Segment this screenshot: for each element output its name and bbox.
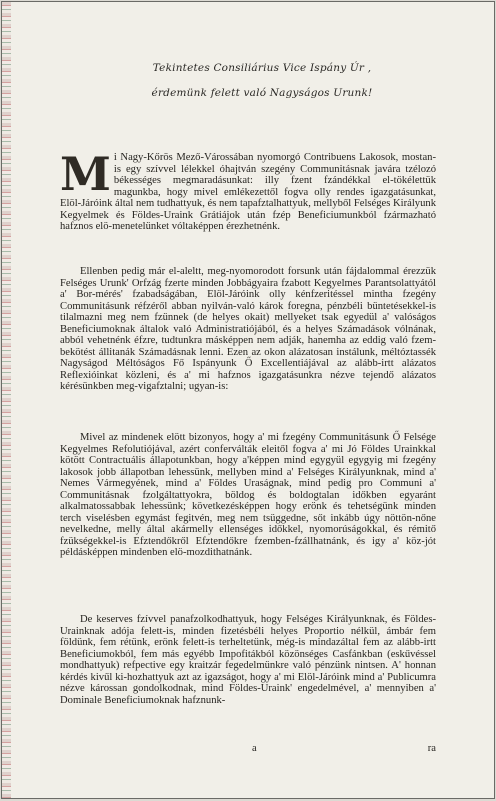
paragraph-1 xyxy=(60,147,436,233)
paper-edge-stain xyxy=(2,2,11,798)
paragraph-4 xyxy=(60,614,436,706)
salutation-line-1: Tekintetes Consiliárius Vice Ispány Úr , xyxy=(152,62,372,74)
drop-cap: M xyxy=(60,147,111,201)
salutation-line-2: érdemünk felett való Nagyságos Urunk! xyxy=(151,87,373,99)
signature-mark: a xyxy=(252,743,257,754)
catchword: ra xyxy=(427,743,436,754)
document-page xyxy=(1,1,495,799)
paragraph-4-text: De keserves fzívvel panafzolkodhattyuk, hogy Felséges Királyunknak, és Földes-Urainknak adója felett-is, minden fizetésbéli helyes Proportio nélkül, ámbár fem földünk, fem rétünk, erönk felett-is terheltetünk, még-is mindazáltal fem az alább-irtt Beneficiumokból, fem más egyébb Impofitákból közönséges Casfánkban (eskűvéssel mondhattyuk) refpective egy kraitzár fegedelmünkre való pénzünk nintsen. A' honnan kérdés kivűl ki-hozhattyuk azt az igazságot, hogy a' mi Elöl-Járóink mind a' Publicumra nézve károssan gondolkodnak, mind Földes-Uraink' engedelmével, a' mennyiben a' Dominale Beneficiumoknak hafznunk- xyxy=(60,614,436,706)
paragraph-2 xyxy=(60,266,436,393)
paragraph-3 xyxy=(60,432,436,559)
paragraph-3-text: Mivel az mindenek elött bizonyos, hogy a' mi fzegény Communitásunk Ő Felsége Kegyelmes Refolutiójával, azért conferválták eleitől fogva a' mi Jó Földes Urainkkal kötött Contractuális állapotunkban, hogy a'képpen mind egygyül egygyig mi fzegény lakosok jobb állapotban lehessünk, mellyben mind a' Felséges Királyunknak, mind a' Nemes Vármegyének, mind a' Földes Uraságnak, mind pedig pro Communi a' Communitásnak fzolgáltattyokra, böldog és boldogtalan időkben egyaránt alkalmatossabbak lehessünk; következésképpen hogy erönk és tehetségünk minden terch viselésben egymást fegitvén, meg nem tsüggedne, sőt inkább úgy nöttön-nőne nevelkedne, melly által akármelly ellenséges időkkel, nyomorúságokkal, és rémitő fzükségekkel-is Efztendőkről Efztendőkre fzemben-fzállhatnánk, és igy a' köz-jót példásképpen mindenben elö-mozdithatnánk. xyxy=(60,432,436,558)
paragraph-2-text: Ellenben pedig már el-aleltt, meg-nyomorodott forsunk után fájdalommal érezzük Felséges Urunk' Orfzág fzerte minden Jobbágyaira fzabott Kegyelmes Parantsolattyától a' Bor-mérés' fzabadságában, Elöl-Járóink olly kénfzeritéssel mintha fzegény Communitásunk réfzéről abban nyilván-való károk foregna, pénzbéli büntetésekkel-is tilalmazni meg nem fzünnek (de helyes okait) mellyeket tsak egyedül a' valóságos Beneficiumoknak általok való Administratiójából, és a helyes Számadások vólnának, abból vehetnénk éfzre, tudtunkra másképpen nem adják, hanemha az eddig való fzem-bekötést állitanák Számadásnak lenni. Ezen az okon alázatosan instálunk, méltóztassék Nagyságod Méltóságos Fő Ispányunk Ő Excellentiájával az alább-irtt alázatos Reflexióinkat közleni, és a' mi hafznos igazgatásunkra nézve tejendő alázatos kérésünkben meg-vigafztalni; ugyan-is: xyxy=(60,266,436,392)
paragraph-1-text: i Nagy-Kőrös Mező-Várossában nyomorgó Contribuens Lakosok, mostan-is egy szívvel lélekkel óhajtván szegény Communitásnak javára tzélozó békességes megmaradásunkat: illy fzent fzándékkal el-tökélettük magunkba, hogy mivel emlékezettől fogva olly rendes igazgatásunkat, Elöl-Járóink által nem tudhattyuk, és nem tapafztalhattyuk, mellyből Felséges Királyunk Kegyelmek és Földes-Uraink Grátiájok után fzép Beneficiumunkból fzármazható hafznos elö-menetelünket vóltaképpen érezhetnénk. xyxy=(60,152,436,232)
